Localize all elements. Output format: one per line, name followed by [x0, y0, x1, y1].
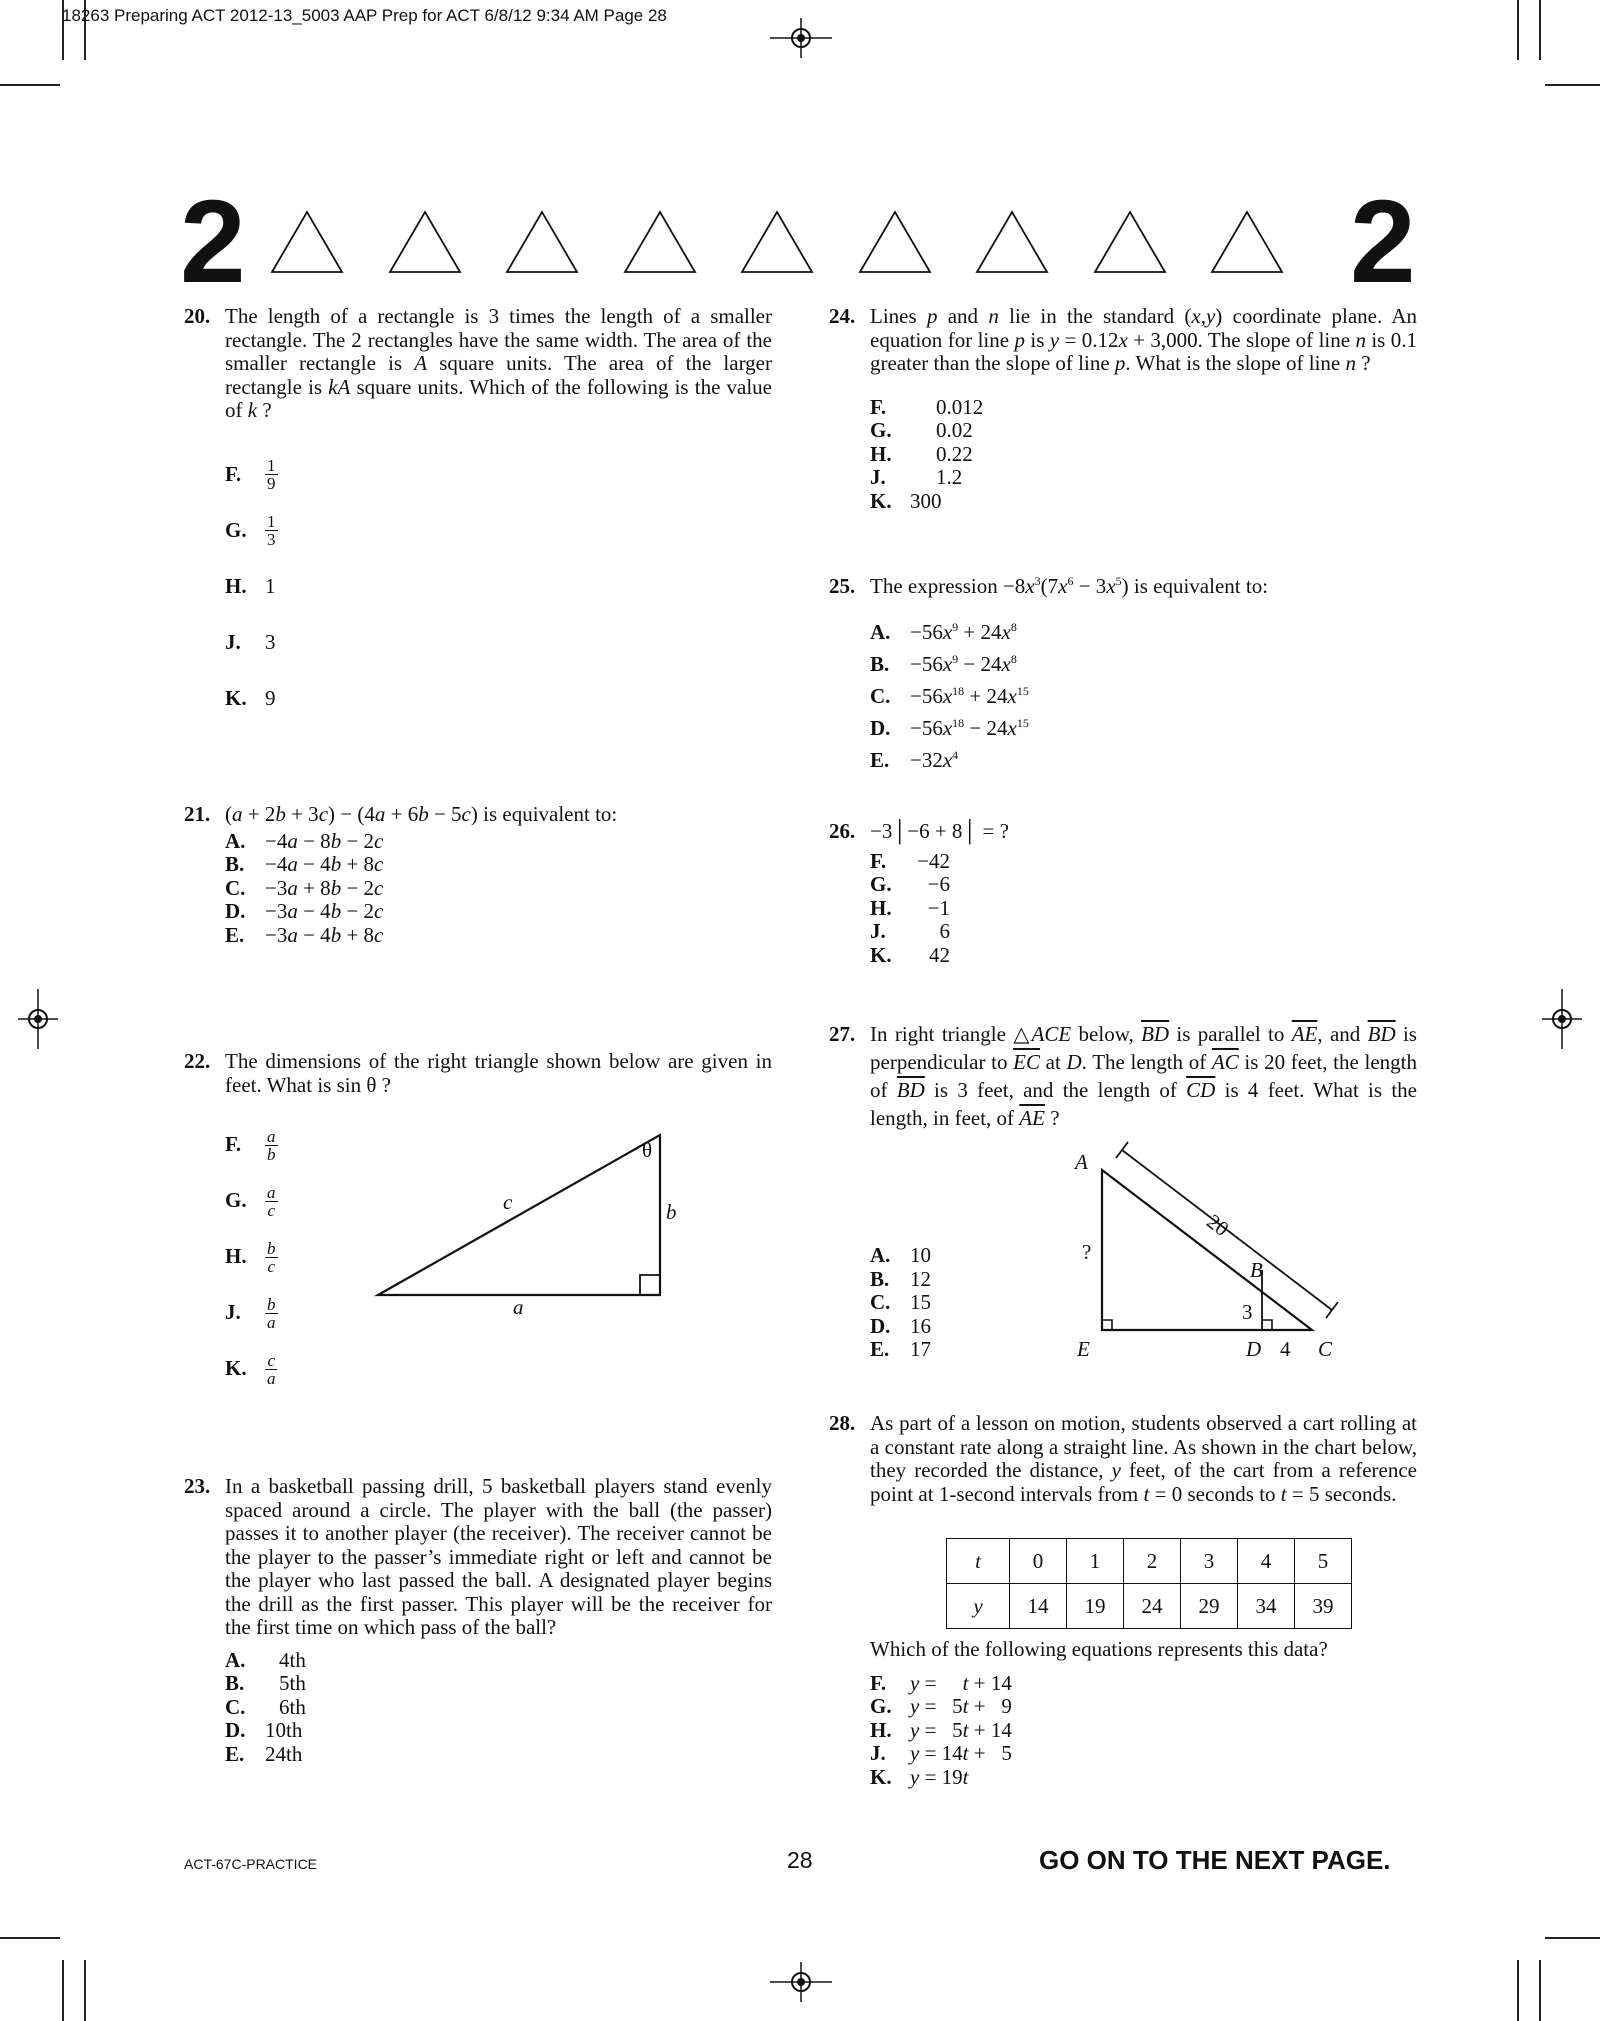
answer-option[interactable]: G. 0.02 — [870, 418, 973, 442]
registration-mark-left-icon — [18, 989, 58, 1049]
triangle-icon — [625, 212, 695, 272]
question-text: The length of a rectangle is 3 times the length of a smaller rectangle. The 2 rectangles have the same width. The area of the smaller rectangle is A square units. The area of the larger rectangle is kA square units. Which of the following is the value of k ? — [225, 304, 772, 422]
label-vertex-b: B — [1250, 1258, 1263, 1282]
triangle-icon — [977, 212, 1047, 272]
fraction: $\frac{1}{3}$ — [267, 512, 276, 549]
answer-option[interactable]: C. −3a + 8b − 2c — [225, 875, 384, 900]
crop-mark — [0, 84, 60, 86]
question-number: 23. — [184, 1474, 211, 1498]
answer-option[interactable]: K. $\frac{c}{a}$ — [225, 1350, 276, 1388]
registration-mark-bottom-icon — [770, 1962, 832, 2002]
question-20 — [184, 304, 772, 727]
label-vertex-e: E — [1077, 1337, 1090, 1361]
answer-option[interactable]: B. 12 — [870, 1266, 931, 1291]
section-triangles — [270, 210, 1330, 274]
question-text: −3│−6 + 8│ = ? — [870, 819, 1009, 843]
question-text: Lines p and n lie in the standard (x,y) coordinate plane. An equation for line p is y = 0.12x + 3,000. The slope of line n is 0.1 greater than the slope of line p. What is the slope of line n ? — [870, 304, 1417, 375]
answer-option[interactable]: K. y = 19t — [870, 1764, 969, 1789]
answer-option[interactable]: F. $\frac{1}{9}$ — [225, 456, 276, 493]
answer-option[interactable]: F. −42 — [870, 848, 950, 873]
registration-mark-top-icon — [770, 18, 832, 58]
answer-option[interactable]: H. 0.22 — [870, 441, 973, 466]
crop-mark — [62, 1960, 64, 2021]
answer-option[interactable]: H. 1 — [225, 573, 276, 598]
label-vertex-c: C — [1318, 1337, 1333, 1361]
question-number: 28. — [829, 1411, 856, 1435]
crop-mark — [1545, 1937, 1600, 1939]
triangle-icon — [390, 212, 460, 272]
answer-option[interactable]: K. 42 — [870, 942, 950, 967]
triangle-icon — [860, 212, 930, 272]
question-text: The dimensions of the right triangle shown below are given in feet. What is sin θ ? — [225, 1049, 772, 1097]
question-21 — [184, 802, 772, 947]
answer-option[interactable]: F. 0.012 — [870, 394, 984, 419]
question-27 — [829, 1020, 1417, 1132]
answer-option[interactable]: D. 10th — [225, 1718, 303, 1742]
question-28 — [829, 1411, 1417, 1506]
answer-option[interactable]: D. −3a − 4b − 2c — [225, 899, 384, 923]
question-number: 21. — [184, 802, 211, 826]
question-26 — [829, 819, 1417, 967]
crop-mark — [1545, 84, 1600, 86]
question-28-prompt — [870, 1638, 1417, 1789]
label-length-bd: 3 — [1242, 1300, 1253, 1324]
answer-option[interactable]: E. −3a − 4b + 8c — [225, 922, 384, 947]
answer-option[interactable]: B. 5th — [225, 1671, 306, 1695]
triangle-ace-figure — [1080, 1140, 1360, 1340]
triangle-icon — [1212, 212, 1282, 272]
question-number: 26. — [829, 819, 856, 843]
answer-option[interactable]: G. y = 5t + 9 — [870, 1694, 1012, 1718]
answer-option[interactable]: J. 1.2 — [870, 465, 963, 489]
answer-option[interactable]: A. 4th — [225, 1647, 306, 1672]
crop-mark — [0, 1937, 60, 1939]
answer-option[interactable]: H. $\frac{b}{c}$ — [225, 1238, 276, 1276]
table-row: y 14 19 24 29 34 39 — [947, 1584, 1352, 1629]
label-horizontal-side: a — [513, 1295, 524, 1319]
answer-option[interactable]: A. −4a − 8b − 2c — [225, 828, 384, 853]
crop-mark — [84, 1960, 86, 2021]
answer-option[interactable]: D. $-56x^{18} - 24x^{15}$ — [870, 715, 1029, 740]
label-vertex-a: A — [1075, 1150, 1088, 1174]
answer-option[interactable]: J. $\frac{b}{a}$ — [225, 1294, 276, 1332]
answer-option[interactable]: G. $\frac{a}{c}$ — [225, 1182, 276, 1220]
question-text: In a basketball passing drill, 5 basketball players stand evenly spaced around a circle. The player with the ball (the passer) passes it to another player (the receiver). The receiver cannot be the player to the passer’s immediate right or left and cannot be the player who last passed the ball. A designated player begins the drill as the first passer. This player will be the receiver for the first time on which pass of the ball? — [225, 1474, 772, 1639]
question-text: (a + 2b + 3c) − (4a + 6b − 5c) is equivalent to: — [225, 802, 618, 826]
question-24 — [829, 304, 1417, 513]
answer-option[interactable]: H. y = 5t + 14 — [870, 1717, 1012, 1742]
question-text: In right triangle △ACE below, $\overline{BD}$ is parallel to $\overline{AE}$, and $\overline{BD}$ is perpendicular to $\overline{EC}$ at D. The length of $\overline{AC}$ is 20 feet, the length of $\overline{BD}$ is 3 feet, and the length of $\overline{CD}$ is 4 feet. What is the length, in feet, of $\overline{AE}$ ? — [870, 1022, 1417, 1130]
crop-mark — [1539, 1960, 1541, 2021]
label-hypotenuse: c — [503, 1190, 513, 1214]
question-number: 20. — [184, 304, 211, 328]
answer-option[interactable]: E. 17 — [870, 1337, 931, 1361]
label-vertex-d: D — [1246, 1337, 1262, 1361]
answer-option[interactable]: A. $-56x^9 + 24x^8$ — [870, 619, 1017, 644]
crop-mark — [1517, 1960, 1519, 2021]
form-code: ACT-67C-PRACTICE — [184, 1856, 318, 1872]
print-slug: 18263 Preparing ACT 2012-13_5003 AAP Prep for ACT 6/8/12 9:34 AM Page 28 — [62, 6, 667, 25]
answer-option[interactable]: F. $\frac{a}{b}$ — [225, 1126, 276, 1164]
question-number: 24. — [829, 304, 856, 328]
answer-option[interactable]: E. $-32x^4$ — [870, 747, 959, 772]
answer-option[interactable]: A. 10 — [870, 1243, 931, 1267]
label-angle-theta: θ — [642, 1138, 653, 1162]
question-27-options — [870, 1244, 1020, 1362]
answer-option[interactable]: F. y = t + 14 — [870, 1670, 1012, 1695]
answer-option[interactable]: K. 9 — [225, 685, 276, 710]
label-vertical-side: b — [666, 1200, 677, 1224]
question-25 — [829, 574, 1417, 777]
answer-option[interactable]: D. 16 — [870, 1313, 931, 1338]
triangle-icon — [507, 212, 577, 272]
label-length-cd: 4 — [1280, 1337, 1291, 1361]
triangle-icon — [272, 212, 342, 272]
answer-option[interactable]: G. −6 — [870, 872, 950, 896]
answer-option[interactable]: E. 24th — [225, 1741, 303, 1766]
question-number: 22. — [184, 1049, 211, 1073]
question-number: 25. — [829, 574, 856, 598]
question-23 — [184, 1474, 772, 1766]
page-number: 28 — [787, 1847, 813, 1873]
answer-option[interactable]: C. 15 — [870, 1290, 931, 1314]
question-subtext: Which of the following equations represents this data? — [870, 1637, 1328, 1661]
answer-option[interactable]: C. 6th — [225, 1694, 306, 1719]
answer-option[interactable]: J. y = 14t + 5 — [870, 1741, 1012, 1765]
answer-option[interactable]: B. $-56x^9 - 24x^8$ — [870, 651, 1017, 676]
table-row: t 0 1 2 3 4 5 — [947, 1539, 1352, 1584]
fraction: $\frac{1}{9}$ — [267, 456, 276, 493]
answer-option[interactable]: J. 6 — [870, 919, 950, 943]
label-length-ae: ? — [1082, 1240, 1092, 1264]
registration-mark-right-icon — [1542, 989, 1582, 1049]
question-number: 27. — [829, 1022, 856, 1046]
data-table — [946, 1538, 1352, 1629]
crop-mark — [1539, 0, 1541, 60]
label-length-ac: 20 — [1202, 1209, 1234, 1242]
section-number-left: 2 — [180, 176, 246, 308]
answer-option[interactable]: K. 300 — [870, 488, 942, 513]
answer-option[interactable]: J. 3 — [225, 629, 276, 654]
question-text: The expression $-8x^3(7x^6 - 3x^5)$ is equivalent to: — [870, 574, 1269, 598]
go-on-notice: GO ON TO THE NEXT PAGE. — [1039, 1845, 1391, 1875]
answer-option[interactable]: C. $-56x^{18} + 24x^{15}$ — [870, 683, 1029, 708]
answer-option[interactable]: G. $\frac{1}{3}$ — [225, 512, 276, 549]
answer-option[interactable]: B. −4a − 4b + 8c — [225, 852, 384, 876]
question-text: As part of a lesson on motion, students observed a cart rolling at a constant rate along a straight line. As shown in the chart below, they recorded the distance, y feet, of the cart from a reference point at 1-second intervals from t = 0 seconds to t = 5 seconds. — [870, 1411, 1417, 1506]
triangle-icon — [742, 212, 812, 272]
answer-option[interactable]: H. −1 — [870, 895, 950, 920]
section-number-right: 2 — [1350, 176, 1416, 308]
crop-mark — [1517, 0, 1519, 60]
triangle-icon — [1095, 212, 1165, 272]
